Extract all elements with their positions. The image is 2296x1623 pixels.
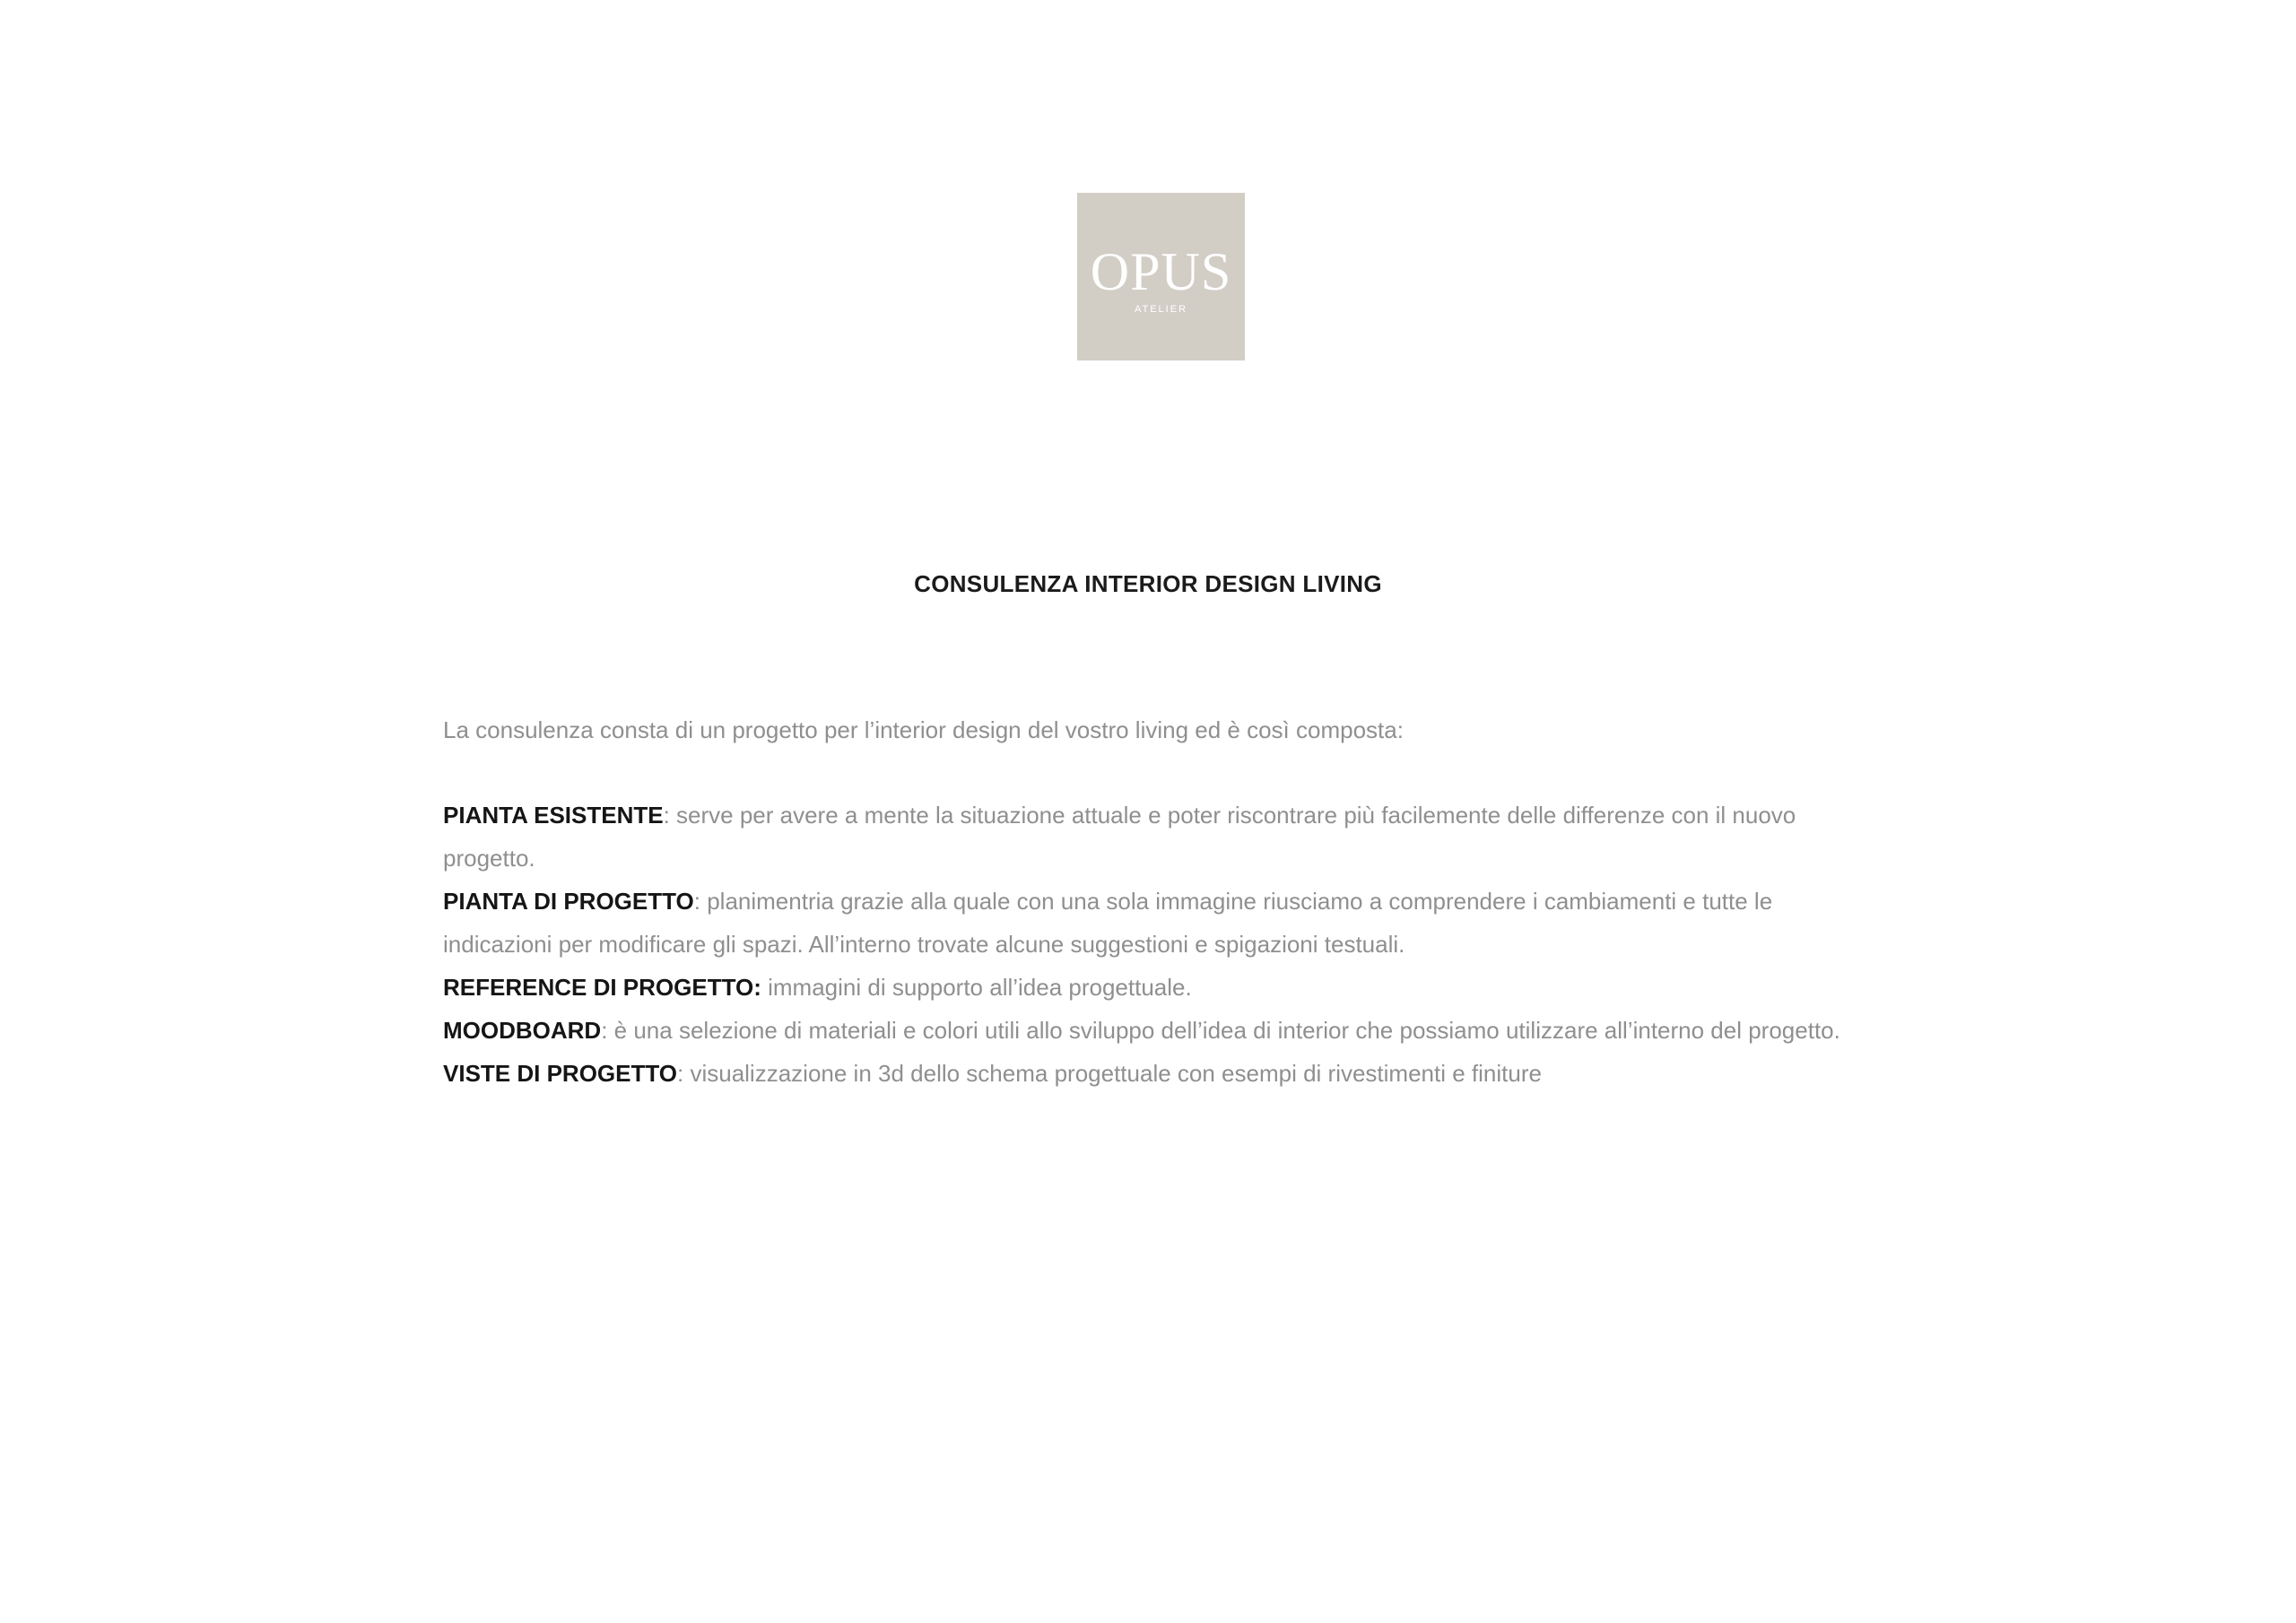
list-item-moodboard [443,1009,1887,1052]
logo-subtitle: ATELIER [1134,303,1188,315]
item-term: PIANTA DI PROGETTO [443,888,694,915]
list-item-reference [443,966,1887,1009]
description-section [443,708,1887,1095]
item-term: MOODBOARD [443,1017,602,1044]
list-item-pianta-di-progetto [443,880,1887,966]
item-description: : visualizzazione in 3d dello schema progettuale con esempi di rivestimenti e finiture [677,1060,1542,1087]
item-term: PIANTA ESISTENTE [443,802,664,829]
item-description: immagini di supporto all’idea progettuale. [761,974,1192,1001]
item-term: REFERENCE DI PROGETTO: [443,974,761,1001]
logo-wordmark: OPUS [1090,241,1232,301]
list-item-pianta-esistente [443,794,1887,880]
brand-logo [1077,193,1245,360]
item-description: : serve per avere a mente la situazione attuale e poter riscontrare più facilemente delle differenze con il nuovo progetto. [443,802,1796,872]
intro-paragraph: La consulenza consta di un progetto per l’interior design del vostro living ed è così composta: [443,716,1404,743]
list-item-viste-di-progetto [443,1052,1887,1095]
item-description: : è una selezione di materiali e colori utili allo sviluppo dell’idea di interior che possiamo utilizzare all’interno del progetto. [601,1017,1840,1044]
page-title: CONSULENZA INTERIOR DESIGN LIVING [914,570,1382,597]
item-term: VISTE DI PROGETTO [443,1060,678,1087]
item-description: : planimentria grazie alla quale con una sola immagine riusciamo a comprendere i cambiamenti e tutte le indicazioni per modificare gli spazi. All’interno trovate alcune suggestioni e spigazioni testuali. [443,888,1773,958]
